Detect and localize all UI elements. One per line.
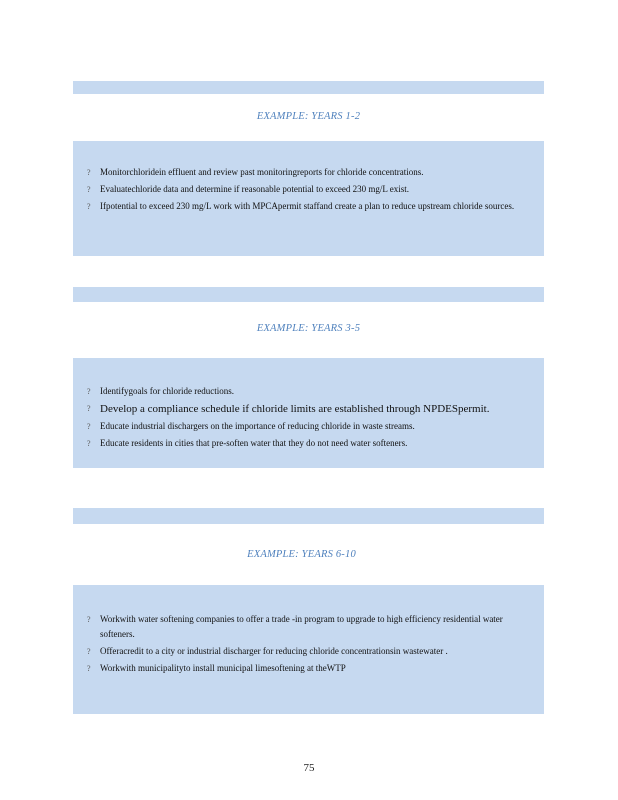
section-1-heading: EXAMPLE: YEARS 1-2 [256, 111, 361, 122]
bullet-icon: ? [87, 387, 91, 396]
bullet-icon: ? [87, 202, 91, 211]
list-item-text: Identifygoals for chloride reductions. [100, 386, 234, 396]
list-item [87, 612, 532, 642]
section-1-top-band [73, 81, 544, 94]
list-item-text: Monitorchloridein effluent and review past monitoringreports for chloride concentrations. [100, 167, 424, 177]
section-1-content-box [73, 141, 544, 256]
list-item-text: Workwith municipalityto install municipal limesoftening at theWTP [100, 663, 346, 673]
list-item-text: Educate industrial dischargers on the importance of reducing chloride in waste streams. [100, 421, 415, 431]
list-item [87, 199, 532, 214]
list-item-text: Offeracredit to a city or industrial discharger for reducing chloride concentrationsin wastewater . [100, 646, 448, 656]
bullet-icon: ? [87, 664, 91, 673]
section-2-content-box [73, 358, 544, 468]
section-3-heading: EXAMPLE: YEARS 6-10 [247, 549, 356, 560]
list-item-text: Evaluatechloride data and determine if reasonable potential to exceed 230 mg/L exist. [100, 184, 410, 194]
section-3-top-band [73, 508, 544, 524]
section-2-bullet-list [87, 384, 532, 451]
list-item-text: Workwith water softening companies to offer a trade -in program to upgrade to high efficiency residential water softeners. [100, 614, 503, 639]
list-item [87, 165, 532, 180]
section-1-bullet-list [87, 165, 532, 214]
list-item [87, 661, 532, 676]
section-2-heading: EXAMPLE: YEARS 3-5 [256, 323, 361, 334]
list-item [87, 436, 532, 451]
section-3-content-box [73, 585, 544, 714]
section-2-top-band [73, 287, 544, 302]
list-item [87, 644, 532, 659]
bullet-icon: ? [87, 422, 91, 431]
bullet-icon: ? [87, 615, 91, 624]
list-item [87, 384, 532, 399]
list-item [87, 182, 532, 197]
section-3-bullet-list [87, 612, 532, 676]
list-item [87, 419, 532, 434]
page-number: 75 [303, 762, 315, 774]
bullet-icon: ? [87, 647, 91, 656]
bullet-icon: ? [87, 168, 91, 177]
bullet-icon: ? [87, 439, 91, 448]
bullet-icon: ? [87, 185, 91, 194]
list-item-text: Ifpotential to exceed 230 mg/L work with MPCApermit staffand create a plan to reduce upstream chloride sources. [100, 201, 515, 211]
list-item-text: Educate residents in cities that pre-soften water that they do not need water softeners. [100, 438, 408, 448]
list-item [87, 401, 532, 417]
list-item-text: Develop a compliance schedule if chloride limits are established through NPDESpermit. [100, 403, 490, 415]
bullet-icon: ? [87, 404, 91, 413]
